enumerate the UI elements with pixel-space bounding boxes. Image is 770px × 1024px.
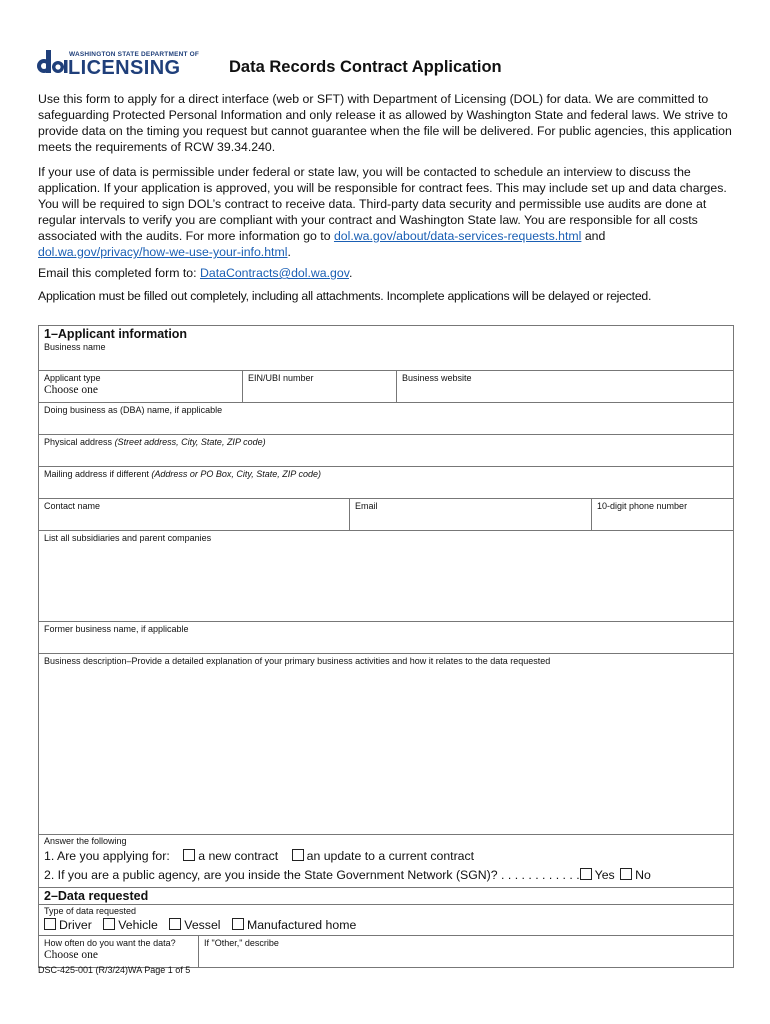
- question-1: [44, 847, 728, 866]
- intro-paragraph-2-text: If your use of data is permissible under federal or state law, you will be contacted to schedule an interview to discuss the application. If your application is approved, you will be responsible for contract fees. This may include set up and data charges. You will be required to sign DOL’s contract to receive data. Third-party data security and permissible use audits are done at regular intervals to verify you are compliant with your contract and Washington State law. You are responsible for all costs associated with the audits. For more information go to: [38, 165, 727, 243]
- dol-logo-mark-icon: [36, 48, 68, 76]
- physical-address-field[interactable]: [39, 435, 733, 466]
- intro-paragraph-1: Use this form to apply for a direct interface (web or SFT) with Department of Licensing (DOL) for data. We are committed to safeguarding Protected Personal Information and only release it as allowed by Washington State and federal laws. We strive to provide data on the timing you request but cannot guarantee when the file will be delivered. For public agencies, this application meets the requirements of RCW 39.34.240.: [38, 92, 732, 154]
- phone-number-label: 10-digit phone number: [597, 501, 688, 511]
- business-name-field[interactable]: [39, 342, 733, 370]
- frequency-value: Choose one: [44, 949, 98, 961]
- email-instruction-text: Email this completed form to:: [38, 266, 197, 280]
- page-title: Data Records Contract Application: [229, 58, 502, 76]
- business-description-label: Business description–Provide a detailed explanation of your primary business activities and how it relates to the data requested: [44, 656, 551, 666]
- physical-address-hint: (Street address, City, State, ZIP code): [114, 437, 266, 447]
- logo-wordmark: LICENSING: [68, 57, 181, 79]
- other-describe-field[interactable]: [198, 936, 733, 967]
- vehicle-checkbox[interactable]: [103, 918, 115, 930]
- sgn-no-label: No: [635, 868, 651, 882]
- email-label: Email: [355, 501, 378, 511]
- new-contract-checkbox[interactable]: [183, 849, 195, 861]
- mailing-address-label-text: Mailing address if different: [44, 469, 149, 479]
- applicant-type-value: Choose one: [44, 384, 98, 396]
- applicant-type-label: Applicant type: [44, 373, 101, 383]
- sgn-no-checkbox[interactable]: [620, 868, 632, 880]
- business-website-label: Business website: [402, 373, 472, 383]
- form-footer: DSC-425-001 (R/3/24)WA Page 1 of 5: [38, 965, 191, 975]
- business-description-field[interactable]: [39, 654, 733, 834]
- manufactured-home-checkbox[interactable]: [232, 918, 244, 930]
- business-name-label: Business name: [44, 342, 106, 352]
- physical-address-label-text: Physical address: [44, 437, 113, 447]
- ein-ubi-label: EIN/UBI number: [248, 373, 314, 383]
- mailing-address-hint: (Address or PO Box, City, State, ZIP code): [151, 469, 321, 479]
- update-contract-checkbox[interactable]: [292, 849, 304, 861]
- answer-following-label: Answer the following: [44, 836, 127, 846]
- application-form: [38, 325, 734, 968]
- vessel-label: Vessel: [184, 918, 221, 932]
- business-website-field[interactable]: [396, 371, 733, 402]
- contact-name-label: Contact name: [44, 501, 101, 511]
- sgn-yes-checkbox[interactable]: [580, 868, 592, 880]
- manufactured-home-label: Manufactured home: [246, 918, 357, 932]
- vessel-checkbox[interactable]: [169, 918, 181, 930]
- former-business-name-field[interactable]: [39, 622, 733, 653]
- dba-name-label: Doing business as (DBA) name, if applicable: [44, 405, 223, 415]
- completion-notice: Application must be filled out completely, including all attachments. Incomplete applications will be delayed or rejected.: [38, 289, 652, 303]
- question-2-text: 2. If you are a public agency, are you inside the State Government Network (SGN)? . . . . . . . . . . . .: [44, 868, 580, 882]
- section-1-heading: 1–Applicant information: [44, 327, 188, 341]
- dba-name-field[interactable]: [39, 403, 733, 434]
- subsidiaries-label: List all subsidiaries and parent companies: [44, 533, 212, 543]
- phone-number-field[interactable]: [591, 499, 733, 530]
- question-2: [44, 866, 728, 885]
- dol-logo: [36, 48, 200, 79]
- intro-paragraph-2: [38, 164, 738, 260]
- section-2-heading: 2–Data requested: [44, 889, 149, 903]
- ein-ubi-field[interactable]: [242, 371, 396, 402]
- driver-label: Driver: [59, 918, 92, 932]
- frequency-label: How often do you want the data?: [44, 938, 176, 948]
- data-type-options: [44, 917, 728, 934]
- email-field[interactable]: [349, 499, 591, 530]
- former-business-name-label: Former business name, if applicable: [44, 624, 189, 634]
- data-services-link[interactable]: dol.wa.gov/about/data-services-requests.html: [333, 229, 582, 243]
- period-text: .: [287, 245, 291, 259]
- data-type-label: Type of data requested: [44, 906, 137, 916]
- update-contract-label: an update to a current contract: [306, 849, 475, 863]
- sgn-yes-label: Yes: [594, 868, 615, 882]
- mailing-address-label: [44, 469, 728, 480]
- email-period: .: [348, 266, 353, 280]
- new-contract-label: a new contract: [198, 849, 279, 863]
- vehicle-label: Vehicle: [118, 918, 158, 932]
- physical-address-label: [44, 437, 728, 448]
- logo-tagline: WASHINGTON STATE DEPARTMENT OF: [69, 51, 200, 58]
- questions-block: [39, 835, 733, 887]
- mailing-address-field[interactable]: [39, 467, 733, 498]
- frequency-select[interactable]: [39, 936, 198, 967]
- applicant-type-select[interactable]: [39, 371, 242, 402]
- driver-checkbox[interactable]: [44, 918, 56, 930]
- and-text: and: [584, 229, 606, 243]
- contact-name-field[interactable]: [39, 499, 349, 530]
- datacontracts-email-link[interactable]: DataContracts@dol.wa.gov: [199, 266, 349, 280]
- subsidiaries-field[interactable]: [39, 531, 733, 621]
- data-type-block: [39, 905, 733, 935]
- email-instructions: [38, 265, 738, 281]
- other-describe-label: If "Other," describe: [204, 938, 279, 948]
- question-1-text: 1. Are you applying for:: [44, 849, 170, 863]
- privacy-link[interactable]: dol.wa.gov/privacy/how-we-use-your-info.html: [38, 245, 288, 259]
